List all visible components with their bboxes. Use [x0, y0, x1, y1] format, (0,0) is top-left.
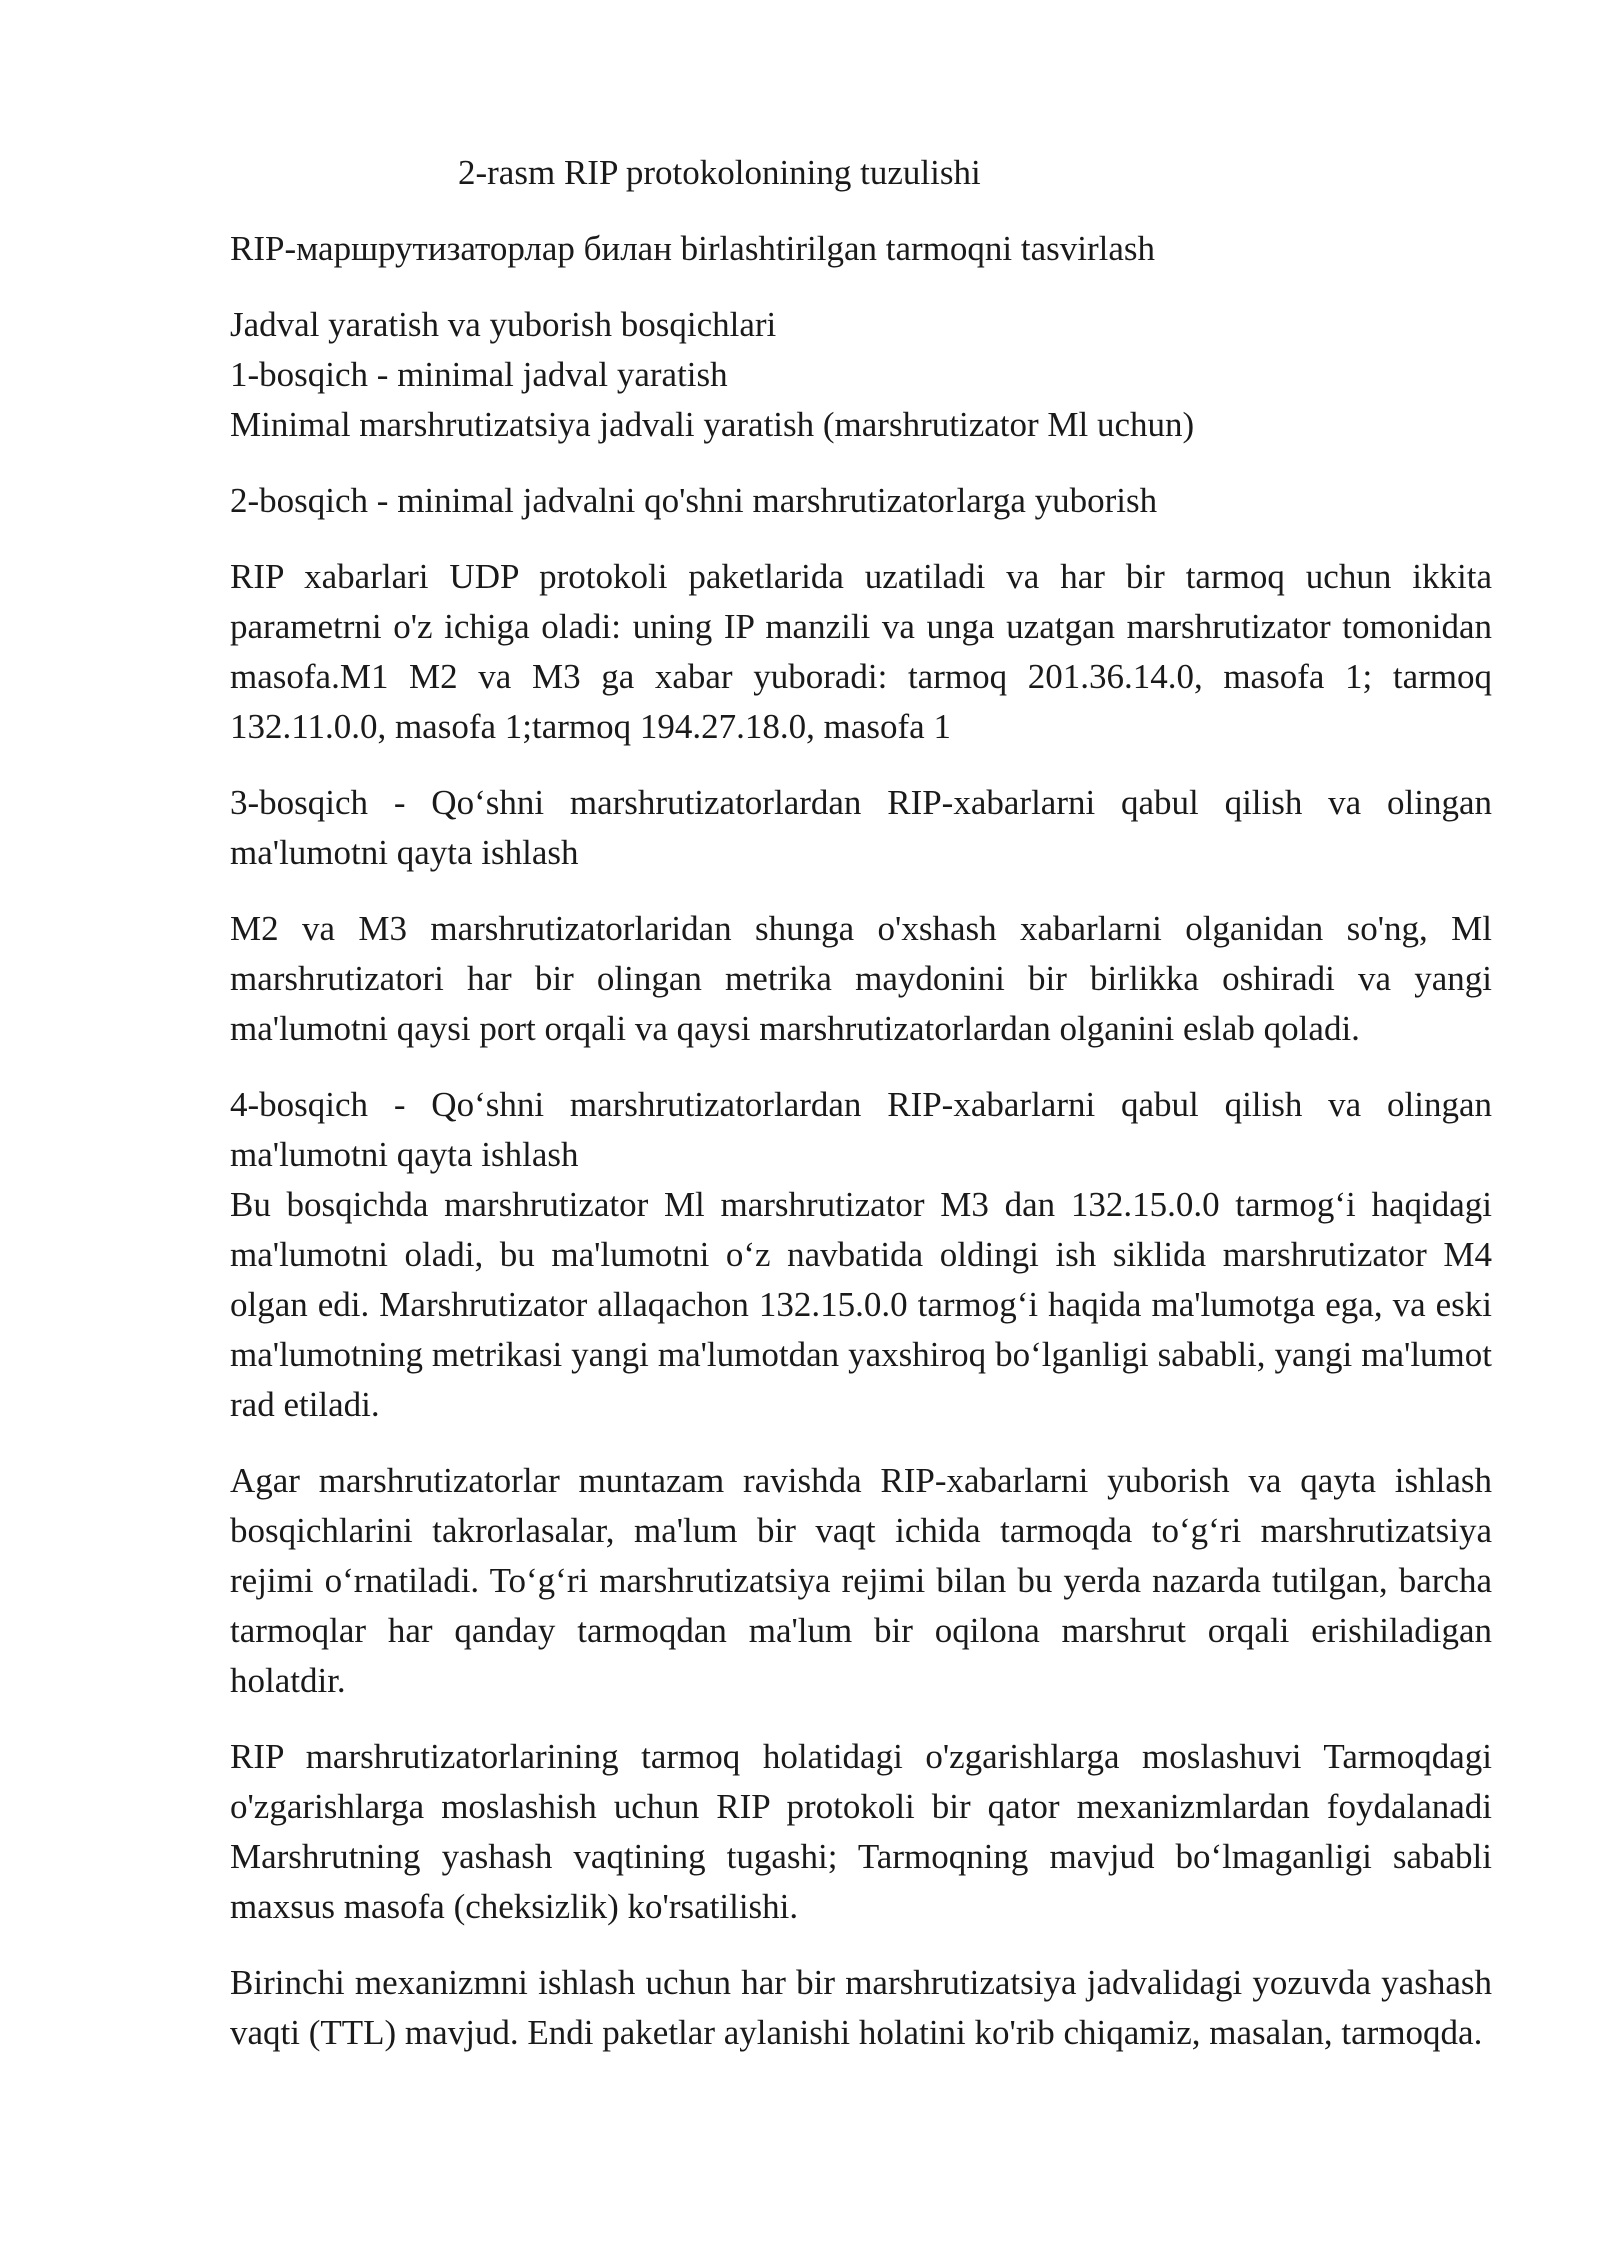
step2-text: RIP xabarlari UDP protokoli paketlarida uzatiladi va har bir tarmoq uchun ikkita parametrni o'z ichiga oladi: uning IP manzili va unga uzatgan marshrutizator tomonidan masofa.M1 M2 va M3 ga xabar yuboradi: tarmoq 201.36.14.0, masofa 1; tarmoq 132.11.0.0, masofa 1;tarmoq 194.27.18.0, masofa 1: [230, 557, 1492, 746]
paragraph-rip-adaptation: RIP marshrutizatorlarining tarmoq holatidagi o'zgarishlarga moslashuvi Tarmoqdagi o'zgarishlarga moslashish uchun RIP protokoli bir qator mexanizmlardan foydalanadi Marshrutning yashash vaqtining tugashi; Tarmoqning mavjud bo‘lmaganligi sababli maxsus masofa (cheksizlik) ko'rsatilishi.: [230, 1737, 1492, 1926]
step4-text: Bu bosqichda marshrutizator Ml marshrutizator M3 dan 132.15.0.0 tarmog‘i haqidagi ma'lumotni oladi, bu ma'lumotni o‘z navbatida oldingi ish siklida marshrutizator M4 olgan edi. Marshrutizator allaqachon 132.15.0.0 tarmog‘i haqida ma'lumotga ega, va eski ma'lumotning metrikasi yangi ma'lumotdan yaxshiroq bo‘lganligi sababli, yangi ma'lumot rad etiladi.: [230, 1185, 1492, 1424]
step1-title: 1-bosqich - minimal jadval yaratish: [230, 355, 728, 394]
step3-text: M2 va M3 marshrutizatorlaridan shunga o'xshash xabarlarni olganidan so'ng, Ml marshrutizatori har bir olingan metrika maydonini bir birlikka oshiradi va yangi ma'lumotni qaysi port orqali va qaysi marshrutizatorlardan olganini eslab qoladi.: [230, 909, 1492, 1048]
step1-text: Minimal marshrutizatsiya jadvali yaratish (marshrutizator Ml uchun): [230, 405, 1195, 444]
step2-title: 2-bosqich - minimal jadvalni qo'shni marshrutizatorlarga yuborish: [230, 481, 1158, 520]
steps-heading: Jadval yaratish va yuborish bosqichlari: [230, 305, 777, 344]
figure-description: RIP-маршрутизаторлар билан birlashtirilgan tarmoqni tasvirlash: [230, 229, 1156, 268]
step4-title: 4-bosqich - Qo‘shni marshrutizatorlardan RIP-xabarlarni qabul qilish va olingan ma'lumotni qayta ishlash: [230, 1085, 1492, 1174]
step3-title: 3-bosqich - Qo‘shni marshrutizatorlardan RIP-xabarlarni qabul qilish va olingan ma'lumotni qayta ishlash: [230, 783, 1492, 872]
steps-block: [230, 300, 1492, 450]
paragraph-first-mechanism: Birinchi mexanizmni ishlash uchun har bir marshrutizatsiya jadvalidagi yozuvda yashash vaqti (TTL) mavjud. Endi paketlar aylanishi holatini ko'rib chiqamiz, masalan, tarmoqda.: [230, 1963, 1492, 2052]
document-page: [230, 148, 1492, 2084]
figure-caption: 2-rasm RIP protokolonining tuzulishi: [458, 153, 981, 192]
paragraph-agar: Agar marshrutizatorlar muntazam ravishda RIP-xabarlarni yuborish va qayta ishlash bosqichlarini takrorlasalar, ma'lum bir vaqt ichida tarmoqda to‘g‘ri marshrutizatsiya rejimi o‘rnatiladi. To‘g‘ri marshrutizatsiya rejimi bilan bu yerda nazarda tutilgan, barcha tarmoqlar har qanday tarmoqdan ma'lum bir oqilona marshrut orqali erishiladigan holatdir.: [230, 1461, 1492, 1700]
